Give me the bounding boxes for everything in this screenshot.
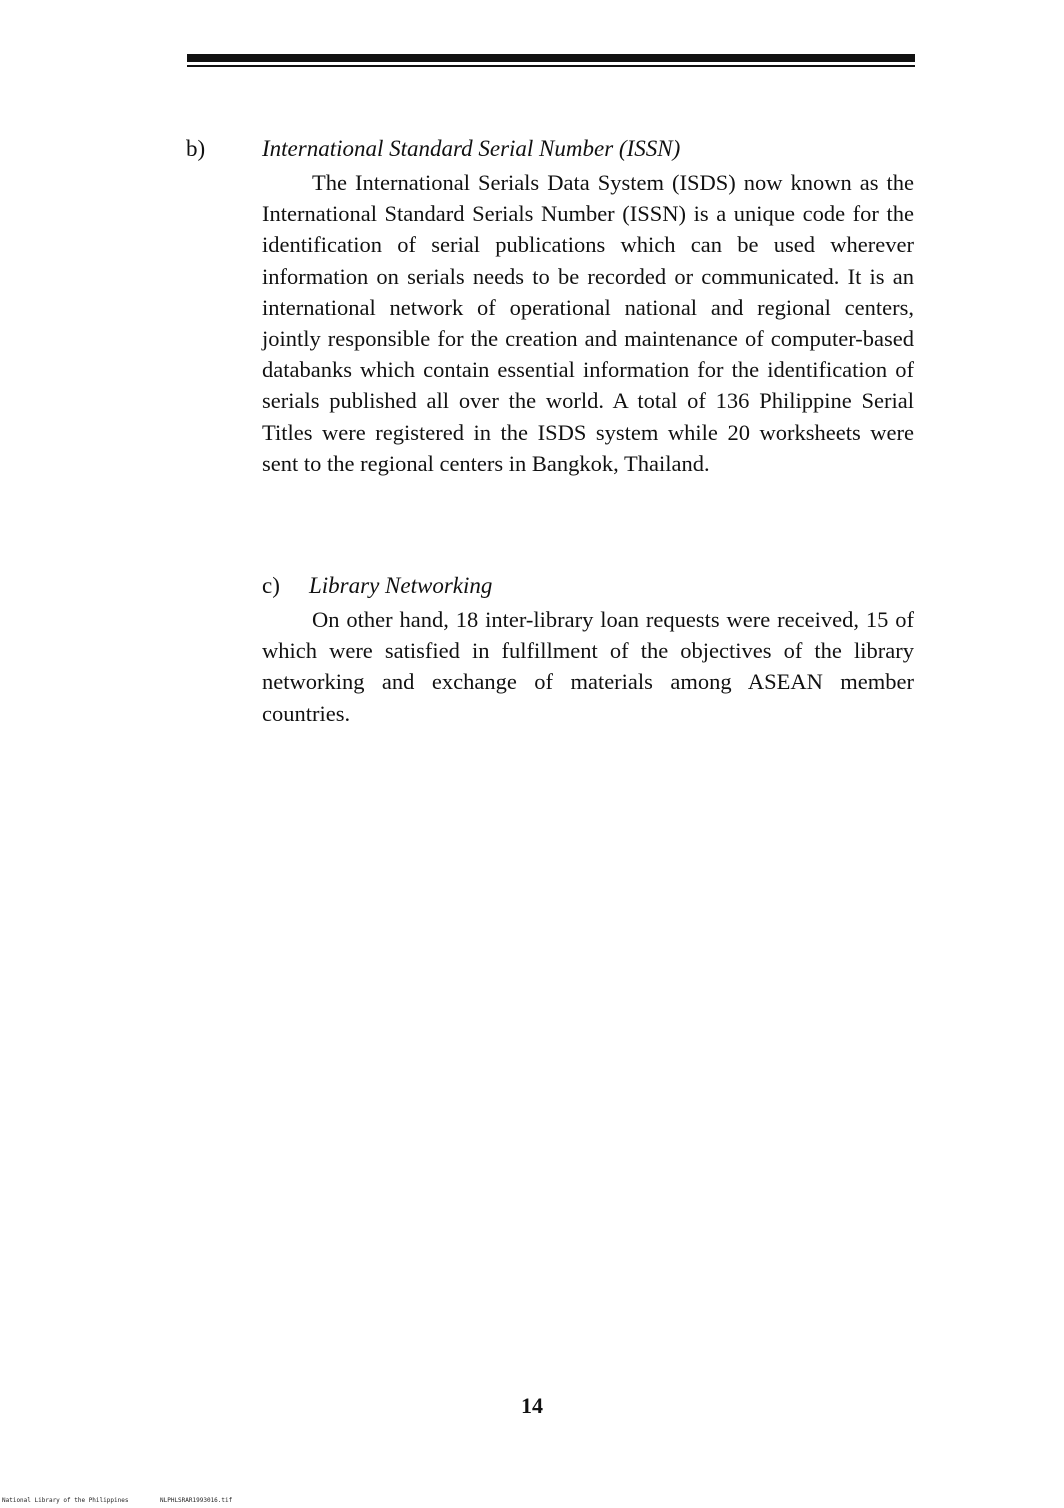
- section-body: On other hand, 18 inter-library loan requests were received, 15 of which were satisfied in fulfillment of the objectives of the library networking and exchange of materials among ASEAN member countries.: [262, 607, 914, 726]
- header-rule-thin: [187, 65, 915, 67]
- footer-file-name: NLPHLSRAR1993016.tif: [160, 1497, 233, 1504]
- section-body: The International Serials Data System (ISDS) now known as the International Standard Serials Number (ISSN) is a unique code for the identification of serial publications which can be used wherever information on serials needs to be recorded or communicated. It is an international network of operational national and regional centers, jointly responsible for the creation and maintenance of computer-based databanks which contain essential information for the identification of serials published all over the world. A total of 136 Philippine Serial Titles were registered in the ISDS system while 20 worksheets were sent to the regional centers in Bangkok, Thailand.: [262, 170, 914, 476]
- section-title: International Standard Serial Number (ISSN): [262, 136, 681, 161]
- section-label: b): [186, 136, 206, 161]
- header-rule-thick: [187, 54, 915, 62]
- section-label: c): [262, 573, 280, 598]
- page-number: 14: [521, 1393, 543, 1418]
- section-title: Library Networking: [309, 573, 493, 598]
- footer-library-name: National Library of the Philippines: [2, 1497, 129, 1504]
